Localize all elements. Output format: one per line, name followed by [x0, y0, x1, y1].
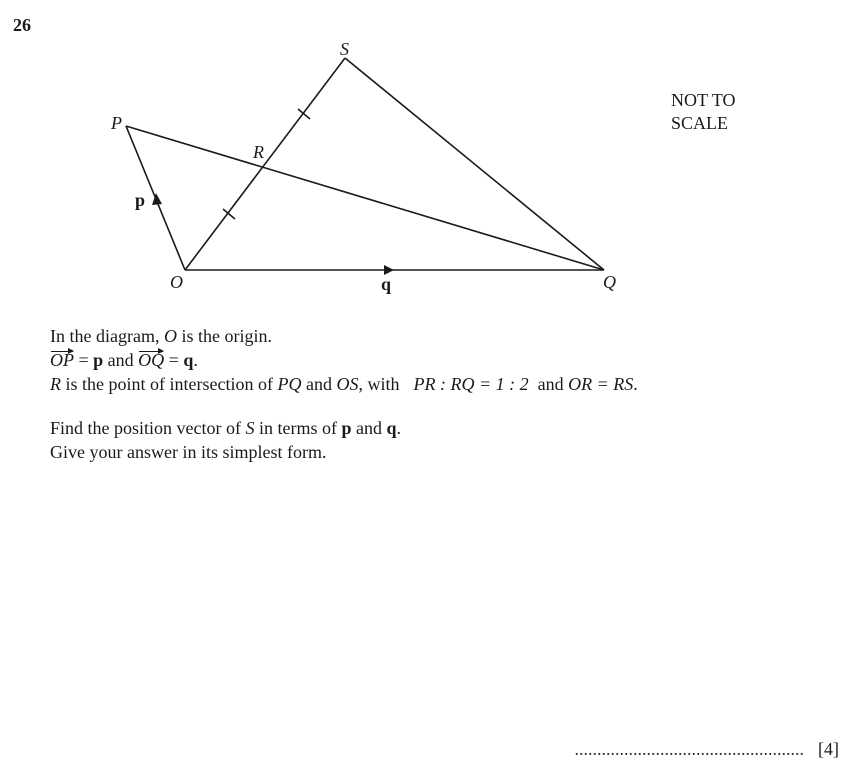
- stem-var-pq: PQ: [277, 374, 302, 394]
- stem-text: and: [528, 374, 569, 394]
- stem-text: =: [74, 350, 94, 370]
- not-to-scale-line1: NOT TO: [671, 90, 736, 110]
- stem-text: , with: [358, 374, 400, 394]
- stem-var-s: S: [245, 418, 255, 438]
- stem-text: is the origin.: [176, 326, 272, 346]
- not-to-scale-note: [671, 89, 736, 135]
- question-stem: [50, 324, 638, 464]
- bold-p: p: [93, 350, 104, 370]
- stem-var-o: O: [163, 326, 177, 346]
- label-vector-p: p: [135, 190, 146, 210]
- stem-text: and: [351, 418, 387, 438]
- stem-text: .: [396, 418, 402, 438]
- vector-oq: OQ: [138, 350, 165, 370]
- stem-text: in terms of: [254, 418, 342, 438]
- line-os: [185, 58, 345, 270]
- bold-q: q: [183, 350, 194, 370]
- bold-p: p: [341, 418, 352, 438]
- stem-text: .: [633, 374, 638, 394]
- not-to-scale-line2: SCALE: [671, 113, 729, 133]
- stem-text: Find the position vector of: [50, 418, 246, 438]
- stem-text: .: [193, 350, 198, 370]
- stem-line-4: [50, 416, 638, 440]
- stem-line-2: [50, 348, 638, 372]
- label-p: P: [111, 113, 122, 133]
- stem-var-os: OS: [336, 374, 359, 394]
- stem-line-5: Give your answer in its simplest form.: [50, 442, 327, 462]
- label-q: Q: [603, 272, 616, 292]
- label-o: O: [170, 272, 183, 292]
- label-vector-q: q: [381, 274, 392, 294]
- label-s: S: [340, 39, 349, 59]
- stem-gap: [50, 396, 638, 416]
- ratio-pr-rq: PR : RQ = 1 : 2: [413, 374, 529, 394]
- label-r: R: [253, 142, 264, 162]
- vector-op: OP: [50, 350, 74, 370]
- stem-text: is the point of intersection of: [61, 374, 278, 394]
- question-number: 26: [13, 15, 31, 35]
- equation-or-rs: OR = RS: [568, 374, 634, 394]
- marks-label: [4]: [818, 739, 839, 759]
- stem-var-r: R: [50, 374, 61, 394]
- stem-text: =: [164, 350, 184, 370]
- bold-q: q: [386, 418, 397, 438]
- stem-text: and: [103, 350, 139, 370]
- answer-line[interactable]: [575, 739, 840, 760]
- stem-line-3: [50, 372, 638, 396]
- stem-line-1: [50, 324, 638, 348]
- stem-text: and: [301, 374, 337, 394]
- stem-text: In the diagram,: [50, 326, 164, 346]
- line-pq: [126, 126, 604, 270]
- answer-dots[interactable]: ...................................................: [574, 739, 804, 759]
- line-sq: [345, 58, 604, 270]
- vector-diagram: [0, 0, 853, 320]
- diagram-lines: [126, 58, 604, 270]
